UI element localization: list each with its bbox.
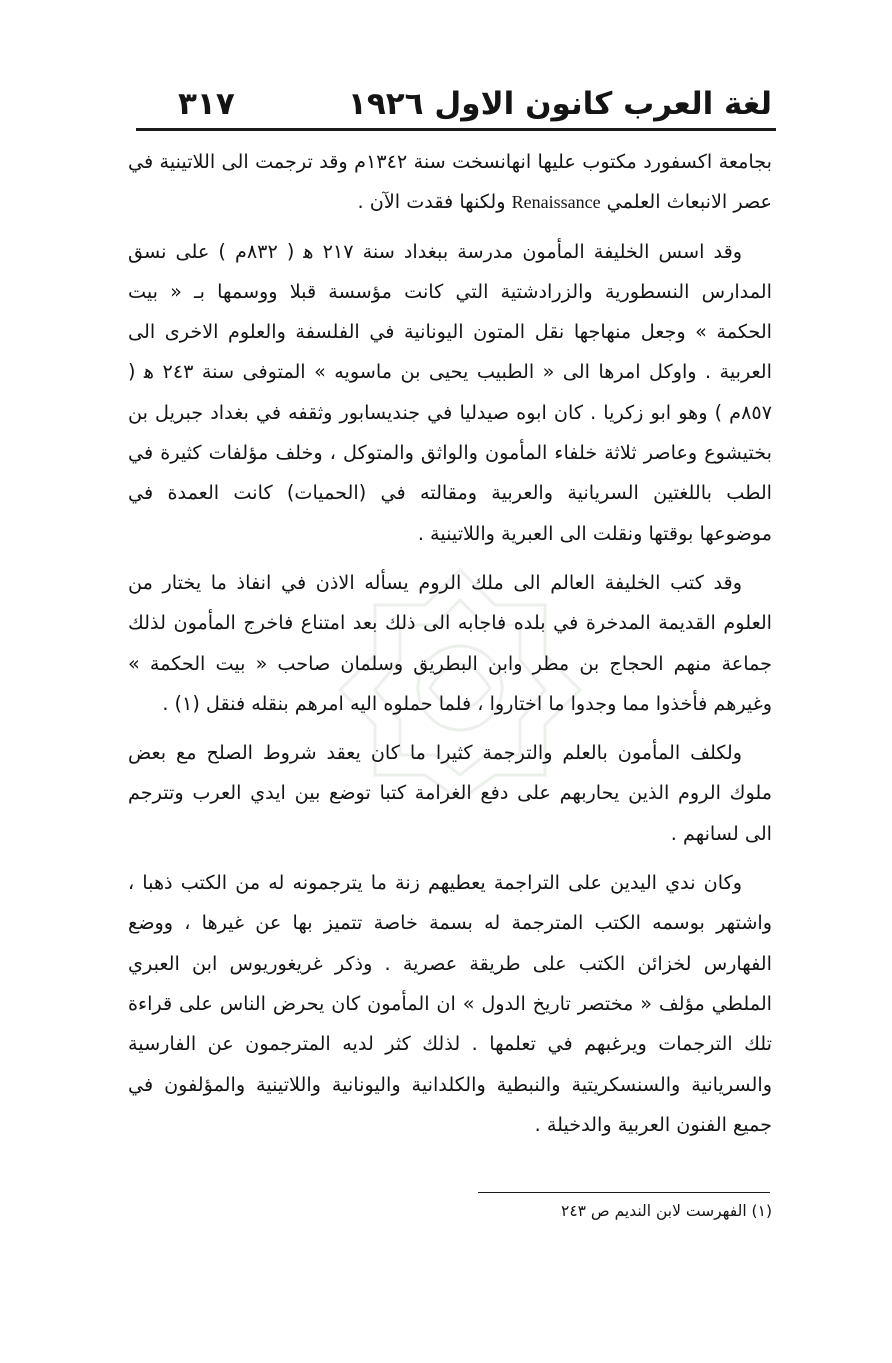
paragraph-1-text-before: بجامعة اكسفورد مكتوب عليها انهانسخت سنة ١٣٤٢م وقد ترجمت الى اللاتينية في عصر الانبعاث العلمي bbox=[128, 150, 772, 214]
paragraph-1-text-after: ولكنها فقدت الآن . bbox=[357, 190, 512, 214]
paragraph-1 bbox=[128, 142, 772, 223]
footnote: (١) الفهرست لابن النديم ص ٢٤٣ bbox=[561, 1202, 772, 1220]
page-number: ٣١٧ bbox=[178, 86, 235, 122]
article-body bbox=[128, 142, 772, 1154]
running-header bbox=[140, 82, 772, 130]
journal-title: لغة العرب كانون الاول ١٩٢٦ bbox=[347, 86, 772, 122]
paragraph-5: وكان ندي اليدين على التراجمة يعطيهم زنة ما يترجمونه له من الكتب ذهبا ، واشتهر بوسمه الكتب المترجمة له بسمة خاصة تتميز بها عن غيرها ، ووضع الفهارس لخزائن الكتب على طريقة عصرية . وذكر غريغوريوس ابن العبري الملطي مؤلف « مختصر تاريخ الدول » ان المأمون كان يحرض الناس على قراءة تلك الترجمات ويرغبهم في تعلمها . لذلك كثر لديه المترجمون عن الفارسية والسريانية والسنسكريتية والنبطية والكلدانية واليونانية واللاتينية والمؤلفون في جميع الفنون العربية والدخيلة . bbox=[128, 871, 772, 1136]
paragraph-2: وقد اسس الخليفة المأمون مدرسة ببغداد سنة ٢١٧ ﻫ ( ٨٣٢م ) على نسق المدارس النسطورية والزرادشتية التي كانت مؤسسة قبلا ووسمها بـ « بيت الحكمة » وجعل منهاجها نقل المتون اليونانية في الفلسفة والعلوم الاخرى الى العربية . واوكل امرها الى « الطبيب يحيى بن ماسويه » المتوفى سنة ٢٤٣ ﻫ ( ٨٥٧م ) وهو ابو زكريا . كان ابوه صيدليا في جنديسابور وثقفه في بغداد جبريل بن بختيشوع وعاصر ثلاثة خلفاء المأمون والواثق والمتوكل ، وخلف مؤلفات كثيرة في الطب باللغتين السريانية والعربية ومقالته في (الحميات) كانت العمدة في موضوعها بوقتها ونقلت الى العبرية واللاتينية . bbox=[128, 239, 772, 545]
paragraph-4: ولكلف المأمون بالعلم والترجمة كثيرا ما كان يعقد شروط الصلح مع بعض ملوك الروم الذين يحاربهم على دفع الغرامة كتبا توضع بين ايدي العرب وتترجم الى لسانهم . bbox=[128, 741, 772, 845]
latin-term-renaissance: Renaissance bbox=[511, 192, 601, 213]
header-rule bbox=[136, 128, 776, 131]
footnote-rule bbox=[478, 1192, 770, 1193]
paragraph-3: وقد كتب الخليفة العالم الى ملك الروم يسأله الاذن في انفاذ ما يختار من العلوم القديمة المدخرة في بلده فاجابه الى ذلك بعد امتناع فاخرج المأمون لذلك جماعة منهم الحجاج بن مطر وابن البطريق وسلمان صاحب « بيت الحكمة » وغيرهم فأخذوا مما وجدوا ما اختاروا ، فلما حملوه اليه امرهم بنقله فنقل (١) . bbox=[128, 570, 772, 715]
